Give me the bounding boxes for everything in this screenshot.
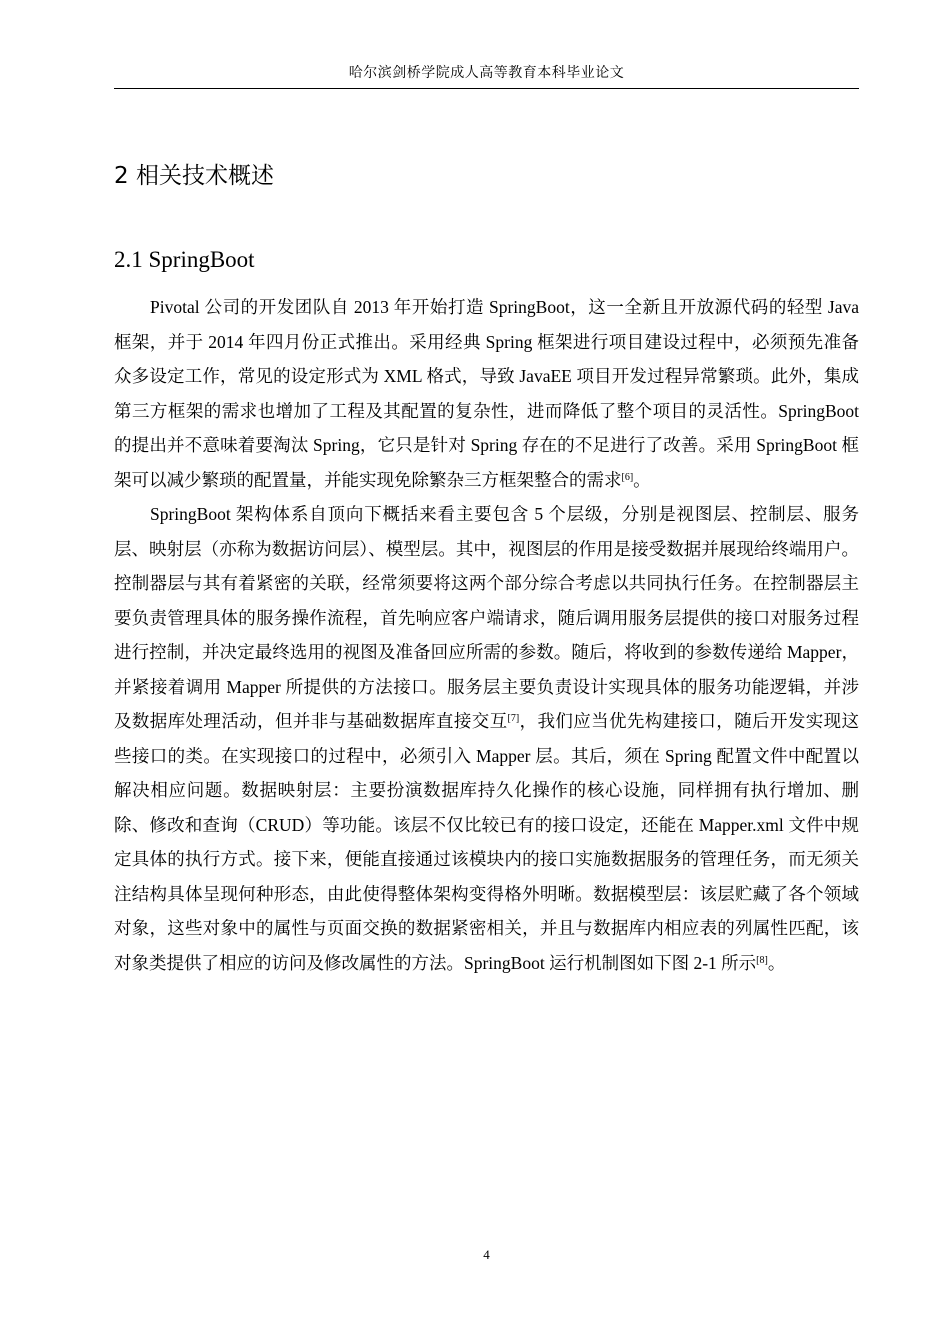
citation-7: [7] (507, 713, 520, 724)
body-text (114, 290, 859, 980)
chapter-title: 2 相关技术概述 (114, 163, 274, 189)
section-title: 2.1 SpringBoot (114, 247, 255, 272)
page-number: 4 (483, 1247, 490, 1262)
paragraph-2 (114, 497, 859, 980)
citation-8: [8] (756, 954, 768, 966)
paragraph-2-part2: ，我们应当优先构建接口，随后开发实现这些接口的类。在实现接口的过程中，必须引入 Mapper 层。其后，须在 Spring 配置文件中配置以解决相应问题。数据映射层：主要扮演数据库持久化操作的核心设施，同样拥有执行增加、删除、修改和查询（CRUD）等功能。该层不仅比较已有的接口设定，还能在 Mapper.xml 文件中规定具体的执行方式。接下来，便能直接通过该模块内的接口实施数据服务的管理任务，而无须关注结构具体呈现何种形态，由此使得整体架构变得格外明晰。数据模型层：该层贮藏了各个领域对象，这些对象中的属性与页面交换的数据紧密相关，并且与数据库内相应表的列属性匹配，该对象类提供了相应的访问及修改属性的方法。SpringBoot 运行机制图如下图 2-1 所示 (114, 711, 860, 973)
header-rule (114, 88, 859, 89)
citation-6: [6] (621, 471, 634, 483)
paragraph-2-part1: SpringBoot 架构体系自顶向下概括来看主要包含 5 个层级，分别是视图层、控制层、服务层、映射层（亦称为数据访问层）、模型层。其中，视图层的作用是接受数据并展现给终端用户。控制器层与其有着紧密的关联，经常须要将这两个部分综合考虑以共同执行任务。在控制器层主要负责管理具体的服务操作流程，首先响应客户端请求，随后调用服务层提供的接口对服务过程进行控制，并决定最终选用的视图及准备回应所需的参数。随后，将收到的参数传递给 Mapper，并紧接着调用 Mapper 所提供的方法接口。服务层主要负责设计实现具体的服务功能逻辑，并涉及数据库处理活动，但并非与基础数据库直接交互 (114, 504, 859, 731)
page-header: 哈尔滨剑桥学院成人高等教育本科毕业论文 (348, 66, 625, 81)
paragraph-2-tail: 。 (767, 952, 786, 973)
paragraph-1-text: Pivotal 公司的开发团队自 2013 年开始打造 SpringBoot，这一全新且开放源代码的轻型 Java 框架，并于 2014 年四月份正式推出。采用经典 Spring 框架进行项目建设过程中，必须预先准备众多设定工作，常见的设定形式为 XML 格式，导致 JavaEE 项目开发过程异常繁琐。此外，集成第三方框架的需求也增加了工程及其配置的复杂性，进而降低了整个项目的灵活性。SpringBoot 的提出并不意味着要淘汰 Spring，它只是针对 Spring 存在的不足进行了改善。采用 SpringBoot 框架可以减少繁琐的配置量，并能实现免除繁杂三方框架整合的需求 (114, 297, 859, 490)
paragraph-1 (114, 290, 859, 497)
paragraph-1-tail: 。 (633, 469, 651, 490)
